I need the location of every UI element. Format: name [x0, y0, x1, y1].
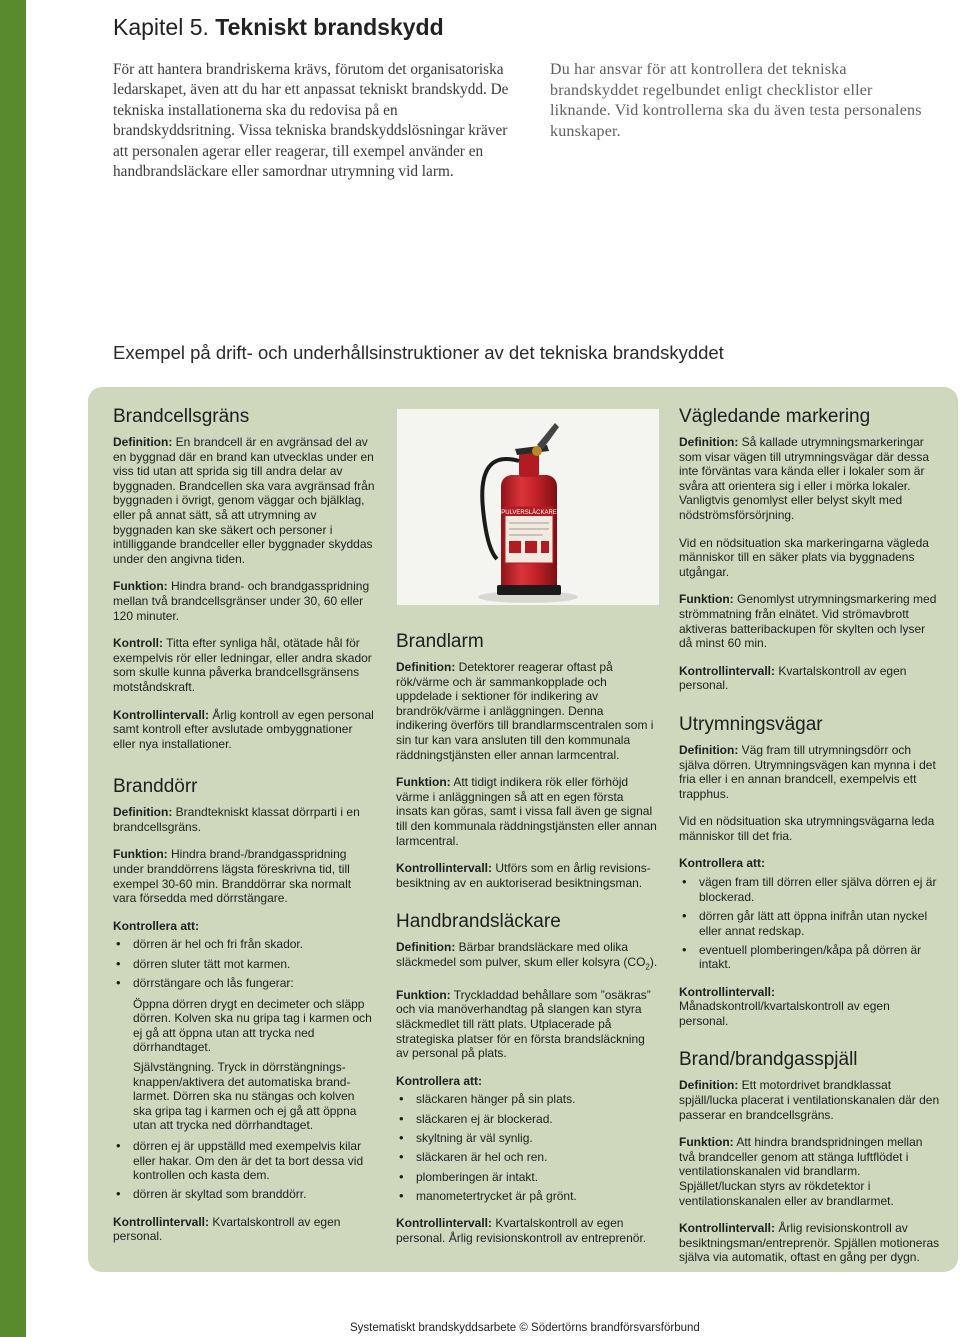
- interval-text: Utförs som en årlig revisionsbesiktning av en auktoriserad besiktningsman.: [396, 861, 651, 890]
- interval-label: Kontrollintervall:: [679, 1221, 776, 1236]
- control-text: Titta efter synliga hål, otätade hål för exempelvis rör eller ledningar, eller andra skador som skulle kunna påverka brandcellsgränsens motståndskraft.: [113, 636, 372, 694]
- list-item: • plomberingen är intakt.: [396, 1170, 658, 1185]
- handbrandslackare-interval: [396, 1216, 658, 1245]
- handbrandslackare-title: Handbrandsläckare: [396, 911, 561, 933]
- brandcellsgrans-definition: [113, 435, 375, 566]
- branddorr-interval: [113, 1215, 375, 1244]
- sub-paragraph: Öppna dörren drygt en decimeter och släpp dörren. Kolven ska nu gripa tag i karmen och ej gå att öppna utan att trycka ned dörrhandtaget.: [133, 996, 372, 1055]
- brandlarm-function: [396, 775, 658, 848]
- intro-left: För att hantera brandriskerna krävs, förutom det organisatoriska ledarskapet, även att du har ett anpassat tekniskt brandskydd. De tekniska installationerna ska du redovisa på en brandskyddsritning. Vissa tekniska brandskyddslösningar kräver att personalen agerar eller reagerar, till exempel använder en handbrandsläckare eller samordnar utrymning vid larm.: [113, 61, 509, 181]
- vagledande-function: [679, 592, 941, 650]
- column-left: [113, 405, 375, 1244]
- function-text: Att hindra brandspridningen mellan två brandceller genom att stänga luftflödet i ventilationskanalen vid brandlarm. Spjället/luckan styrs av rökdetektor i ventilationskanalen eller av brandlarmet.: [679, 1135, 923, 1208]
- list-item: • vägen fram till dörren eller själva dörren ej är blockerad.: [679, 875, 941, 904]
- interval-label: Kontrollintervall:: [679, 663, 776, 678]
- brandlarm-interval: [396, 861, 658, 890]
- list-item: • dörren sluter tätt mot karmen.: [113, 957, 375, 972]
- vagledande-title: Vägledande markering: [679, 406, 871, 427]
- utrymningsvagar-check-label: Kontrollera att:: [679, 856, 766, 871]
- function-text: Att tidigt indikera rök eller förhöjd värme i anläggningen så att en egen första insats kan göras, samt i vissa fall även ge signal till den kommunala räddningstjänsten eller annan larmcentral.: [396, 775, 657, 848]
- extinguisher-label: PULVERSLÄCKARE: [501, 510, 557, 516]
- branddorr-title: Branddörr: [113, 776, 198, 798]
- chapter-title: [113, 14, 444, 41]
- definition-label: Definition:: [396, 940, 456, 955]
- definition-label: Definition:: [679, 742, 739, 757]
- vagledande-definition: [679, 435, 941, 523]
- list-item: • skyltning är väl synlig.: [396, 1131, 658, 1146]
- brandgasspjall-function: [679, 1135, 941, 1208]
- function-label: Funktion:: [396, 775, 451, 790]
- interval-text: Månadskontroll/kvartalskontroll av egen personal.: [679, 999, 890, 1028]
- interval-text: Årlig kontroll av egen personal samt kontroll efter avslutade ombyggnationer eller nya installationer.: [113, 707, 374, 751]
- function-text: Tryckladdad behållare som ”osäkras” och via manöverhandtag på slangen kan styra släckmedlet till rätt plats. Utplacerade på strategiska platser för en första brandsläckning av personal på plats.: [396, 987, 651, 1061]
- interval-label: Kontrollintervall:: [113, 1214, 210, 1229]
- handbrandslackare-definition: [396, 940, 658, 975]
- utrymningsvagar-extra: Vid en nödsituation ska utrymningsvägarna leda människor till det fria.: [679, 814, 935, 843]
- fire-extinguisher-photo: [397, 409, 659, 605]
- definition-label: Definition:: [679, 435, 739, 449]
- interval-text: Årlig revisionskontroll av besiktningsman/entreprenör. Spjällen motioneras själva via automatik, oftast en gång per dygn.: [679, 1221, 940, 1265]
- list-item-text: dörrstängare och lås fungerar:: [133, 976, 294, 990]
- function-text: Genomlyst utrymningsmarkering med strömmatning från elnätet. Vid strömavbrott aktiveras batteribackupen för skylten och lyser då minst 60 min.: [679, 592, 937, 651]
- definition-label: Definition:: [396, 660, 456, 674]
- definition-text: Så kallade utrymningsmarkeringar som visar vägen till utrymningsvägar där dessa inte förväntas vara kända eller i lokaler som är svåra att orientera sig i eller i mörka lokaler. Vanligtvis genomlyst eller belyst skylt med nödströmsförsörjning.: [679, 435, 930, 522]
- branddorr-definition: [113, 805, 375, 834]
- list-item: • dörren är hel och fri från skador.: [113, 937, 375, 952]
- sidebar-stripe: [0, 0, 26, 1337]
- chapter-name: Tekniskt brandskydd: [215, 14, 444, 40]
- vagledande-extra: Vid en nödsituation ska markeringarna vägleda människor till en säker plats via byggnadens utgångar.: [679, 535, 929, 579]
- list-item: • dörren går lätt att öppna inifrån utan nyckel eller annat redskap.: [679, 909, 941, 938]
- definition-subscript: 2: [645, 962, 650, 972]
- function-label: Funktion:: [113, 847, 168, 862]
- function-text: Hindra brand-/brandgasspridning under branddörrens lägsta föreskrivna tid, till exempel 30-60 min. Branddörrar ska normalt vara försedda med dörrstängare.: [113, 847, 352, 906]
- definition-text: En brandcell är en avgränsad del av en byggnad där en brand kan utvecklas under en viss tid utan att sprida sig till andra delar av byggnaden. Brandcellen ska vara avgränsad från byggnaden i övrigt, genom väggar och bjälklag, eller på annat sätt, så att utrymning av byggnaden kan ske säkert och personer i intilliggande brandceller eller byggnader skyddas under den angivna tiden.: [113, 435, 375, 566]
- function-label: Funktion:: [679, 592, 734, 607]
- list-item: • släckaren är hel och ren.: [396, 1150, 658, 1165]
- utrymningsvagar-title: Utrymningsvägar: [679, 713, 823, 735]
- brandlarm-definition: [396, 660, 658, 762]
- list-item: • släckaren hänger på sin plats.: [396, 1092, 658, 1107]
- examples-heading: Exempel på drift- och underhållsinstruktioner av det tekniska brandskyddet: [113, 342, 724, 363]
- list-item: • dörren är skyltad som branddörr.: [113, 1187, 375, 1202]
- interval-label: Kontrollintervall:: [396, 1216, 493, 1231]
- brandcellsgrans-function: [113, 579, 375, 623]
- definition-text: Ett motordrivet brandklassat spjäll/lucka placerat i ventilationskanalen där den passerar en brandcellsgräns.: [679, 1078, 940, 1122]
- brandlarm-title: Brandlarm: [396, 631, 484, 652]
- interval-text: Kvartalskontroll av egen personal.: [113, 1214, 341, 1244]
- list-item: • eventuell plomberingen/kåpa på dörren är intakt.: [679, 943, 941, 972]
- definition-text: Brandtekniskt klassat dörrparti i en brandcellsgräns.: [113, 805, 360, 834]
- intro-right: Du har ansvar för att kontrollera det tekniska brandskyddet regelbundet enligt checklistor eller liknande. Vid kontrollerna ska du även testa personalens kunskaper.: [550, 61, 922, 140]
- branddorr-checklist: [113, 937, 375, 1202]
- column-middle: [396, 630, 658, 1245]
- brandcellsgrans-title: Brandcellsgräns: [113, 406, 250, 427]
- function-label: Funktion:: [113, 579, 168, 594]
- page-footer: Systematiskt brandskyddsarbete © Södertörns brandförsvarsförbund: [350, 1322, 700, 1334]
- list-item: • släckaren ej är blockerad.: [396, 1112, 658, 1127]
- list-item: [113, 976, 375, 1133]
- definition-text: Väg fram till utrymningsdörr och själva dörren. Utrymningsvägen kan mynna i det fria eller i en annan brandcell, exempelvis ett trapphus.: [679, 742, 936, 801]
- brandcellsgrans-control: [113, 636, 375, 694]
- utrymningsvagar-interval: [679, 985, 941, 1029]
- definition-label: Definition:: [113, 805, 173, 820]
- definition-end: ).: [649, 954, 658, 969]
- interval-label: Kontrollintervall:: [679, 984, 776, 999]
- handbrandslackare-function: [396, 988, 658, 1061]
- definition-text: Detektorer reagerar oftast på rök/värme och är sammankopplade och uppdelade i sektioner för indikering av brandrök/värme i anläggningen. Denna indikering överförs till brandlarmscentralen som i sin tur kan vara ansluten till den kommunala räddningstjänsten eller annan larmcentral.: [396, 660, 654, 762]
- utrymningsvagar-definition: [679, 743, 941, 801]
- branddorr-check-label: Kontrollera att:: [113, 918, 200, 933]
- utrymningsvagar-checklist: [679, 875, 941, 972]
- handbrandslackare-check-label: Kontrollera att:: [396, 1073, 483, 1088]
- definition-label: Definition:: [679, 1078, 739, 1093]
- list-item: • dörren ej är uppställd med exempelvis kilar eller hakar. Om den är det ta bort dessa vid kontrollen och kasta dem.: [113, 1139, 375, 1183]
- branddorr-function: [113, 847, 375, 905]
- brandgasspjall-title: Brand/brandgasspjäll: [679, 1049, 858, 1071]
- list-item: • manometertrycket är på grönt.: [396, 1189, 658, 1204]
- brandcellsgrans-interval: [113, 708, 375, 752]
- brandgasspjall-interval: [679, 1221, 941, 1265]
- handbrandslackare-checklist: [396, 1092, 658, 1203]
- interval-label: Kontrollintervall:: [113, 707, 210, 722]
- definition-label: Definition:: [113, 435, 173, 449]
- chapter-prefix: Kapitel 5.: [113, 14, 209, 40]
- interval-text: Kvartalskontroll av egen personal. Årlig revisionskontroll av entreprenör.: [396, 1216, 647, 1245]
- interval-text: Kvartalskontroll av egen personal.: [679, 663, 907, 693]
- vagledande-interval: [679, 664, 941, 693]
- sub-paragraph: Självstängning. Tryck in dörrstängningsknappen/aktivera det automatiska brandlarmet. Dörren ska nu stängas och kolven ska gripa tag i karmen och ej gå att öppna utan att trycka ned dörrhandtaget.: [133, 1059, 357, 1133]
- function-label: Funktion:: [396, 987, 451, 1002]
- function-text: Hindra brand- och brandgasspridning mellan två brandcellsgränser under 30, 60 eller 120 minuter.: [113, 579, 370, 623]
- function-label: Funktion:: [679, 1135, 734, 1150]
- control-label: Kontroll:: [113, 636, 163, 651]
- fire-extinguisher-icon: [397, 409, 659, 605]
- column-right: [679, 405, 941, 1265]
- brandgasspjall-definition: [679, 1078, 941, 1122]
- interval-label: Kontrollintervall:: [396, 861, 493, 876]
- definition-text: Bärbar brandsläckare med olika släckmedel som pulver, skum eller kolsyra (CO: [396, 940, 646, 969]
